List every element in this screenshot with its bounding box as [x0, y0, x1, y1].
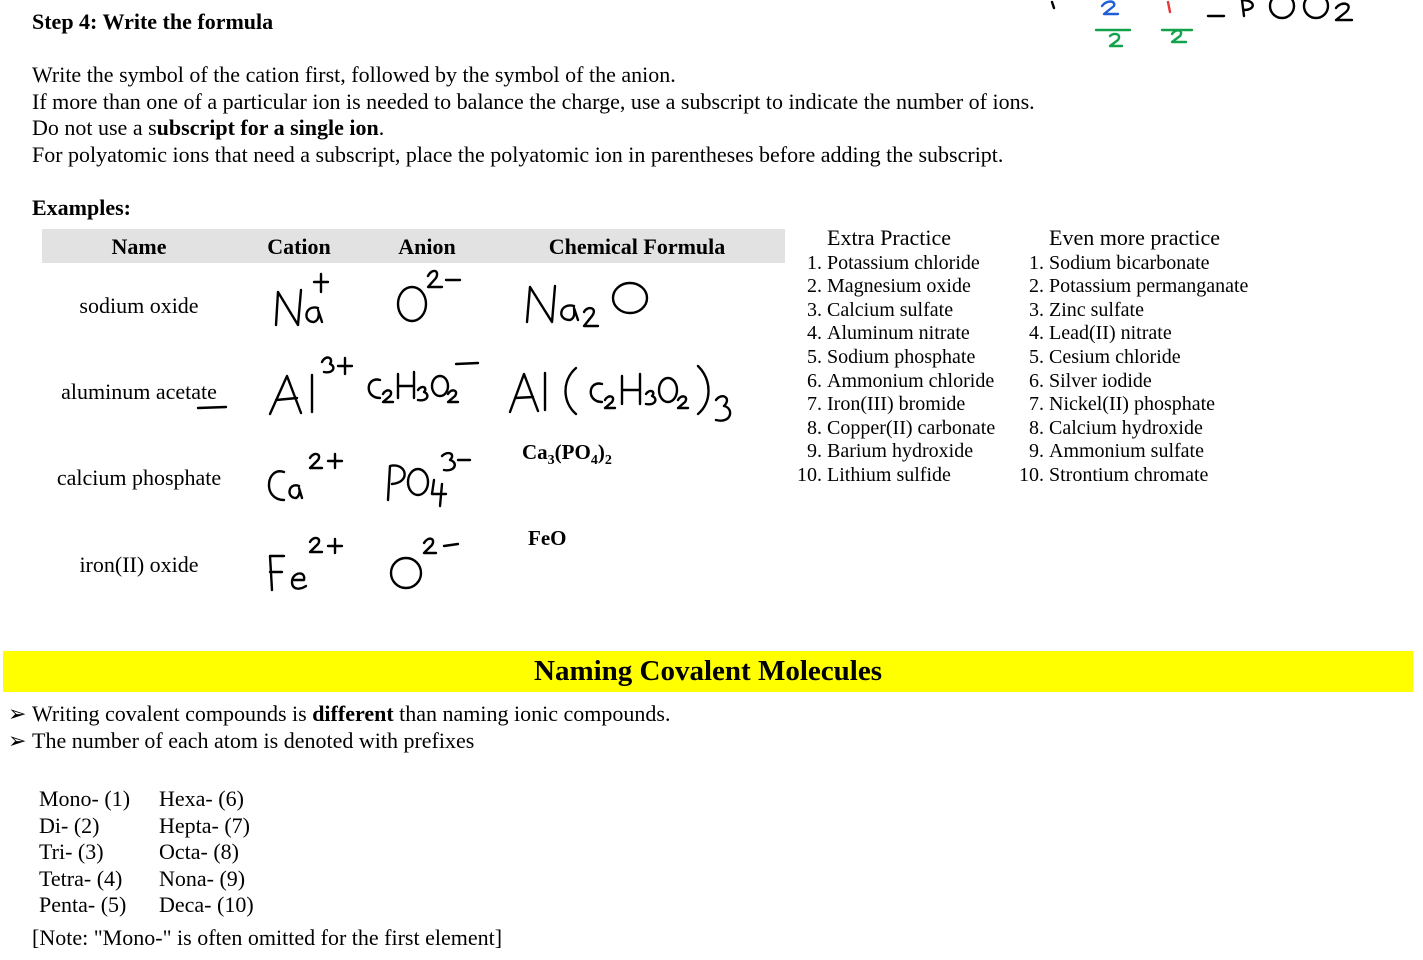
- instruction-line: If more than one of a particular ion is needed to balance the charge, use a subscript to indicate the number of ions.: [32, 88, 1035, 114]
- bullet-item: ➢ The number of each atom is denoted with prefixes: [8, 728, 475, 753]
- list-item: 10. Strontium chromate: [1019, 463, 1209, 486]
- row-name: calcium phosphate: [56, 465, 222, 490]
- handwritten-formula-na2o: [527, 283, 647, 326]
- handwritten-formula-al-acetate: [510, 366, 730, 421]
- row-name: sodium oxide: [79, 293, 199, 318]
- formula-calcium-phosphate: $Ca_3(PO_4)_2$: [522, 440, 612, 469]
- arrow-bullet-icon: ➢: [8, 728, 27, 753]
- list-item: 1. Sodium bicarbonate: [1029, 251, 1210, 274]
- instructions: [32, 62, 1035, 168]
- covalent-section-banner: [3, 651, 1413, 692]
- header-anion: Anion: [398, 234, 456, 259]
- row-name: iron(II) oxide: [79, 552, 199, 577]
- list-item: 10. Lithium sulfide: [797, 463, 951, 486]
- handwritten-top-right-fragment: [1052, 0, 1352, 46]
- step-title: Step 4: Write the formula: [32, 9, 274, 34]
- list-item: 7. Iron(III) bromide: [807, 393, 966, 416]
- bullet-item: ➢ Writing covalent compounds is different than naming ionic compounds.: [8, 701, 671, 726]
- prefix-row: Di- (2) Hepta- (7): [39, 812, 251, 838]
- prefix-row: Mono- (1) Hexa- (6): [39, 786, 244, 811]
- list-item: 6. Silver iodide: [1029, 369, 1152, 392]
- list-item: 5. Sodium phosphate: [807, 345, 976, 368]
- extra-practice-list: [792, 226, 995, 488]
- prefix-note: [Note: "Mono-" is often omitted for the first element]: [32, 925, 503, 950]
- list-item: 2. Potassium permanganate: [1029, 275, 1249, 298]
- extra-practice-title: Extra Practice: [827, 225, 951, 250]
- instruction-line: For polyatomic ions that need a subscript, place the polyatomic ion in parentheses before adding the subscript.: [32, 141, 1004, 167]
- prefix-table: [39, 786, 254, 919]
- handwritten-anion-o2: [391, 539, 458, 588]
- handwritten-anion-phosphate: [388, 453, 470, 506]
- prefix-row: Penta- (5) Deca- (10): [39, 892, 254, 917]
- list-item: 9. Ammonium sulfate: [1029, 440, 1204, 463]
- more-practice-title: Even more practice: [1049, 225, 1221, 250]
- handwritten-anion-o: [398, 271, 460, 321]
- header-chemical-formula: Chemical Formula: [548, 234, 726, 259]
- list-item: 3. Calcium sulfate: [807, 298, 954, 321]
- list-item: 3. Zinc sulfate: [1029, 298, 1144, 321]
- list-item: 8. Copper(II) carbonate: [807, 416, 996, 439]
- formula-iron-oxide: FeO: [528, 526, 567, 550]
- row-name: aluminum acetate: [61, 379, 217, 404]
- list-item: 1. Potassium chloride: [807, 251, 980, 274]
- list-item: 5. Cesium chloride: [1029, 345, 1181, 368]
- handwritten-cation-al: [270, 358, 352, 414]
- instruction-line: Write the symbol of the cation first, followed by the symbol of the anion.: [32, 62, 676, 87]
- covalent-bullets: [8, 700, 670, 754]
- more-practice-list: [1014, 226, 1248, 488]
- handwritten-cation-na: [276, 274, 328, 325]
- header-name: Name: [111, 234, 167, 259]
- instruction-line: Do not use a subscript for a single ion.: [32, 115, 385, 140]
- handwritten-cation-ca: [269, 454, 342, 500]
- list-item: 6. Ammonium chloride: [807, 369, 995, 392]
- header-cation: Cation: [267, 234, 331, 259]
- prefix-row: Tri- (3) Octa- (8): [39, 839, 240, 864]
- examples-title: Examples:: [32, 195, 131, 220]
- list-item: 8. Calcium hydroxide: [1029, 416, 1203, 439]
- handwritten-cation-fe: [270, 538, 342, 590]
- prefix-row: Tetra- (4) Nona- (9): [39, 865, 246, 891]
- arrow-bullet-icon: ➢: [8, 701, 27, 726]
- list-item: 2. Magnesium oxide: [807, 275, 971, 298]
- covalent-title: Naming Covalent Molecules: [534, 655, 882, 687]
- list-item: 9. Barium hydroxide: [807, 440, 974, 463]
- list-item: 4. Lead(II) nitrate: [1029, 322, 1172, 345]
- handwritten-anion-acetate: [369, 363, 478, 402]
- underline-mark: [198, 407, 226, 408]
- list-item: 7. Nickel(II) phosphate: [1029, 393, 1216, 416]
- list-item: 4. Aluminum nitrate: [807, 322, 970, 345]
- examples-table-header: [42, 229, 785, 263]
